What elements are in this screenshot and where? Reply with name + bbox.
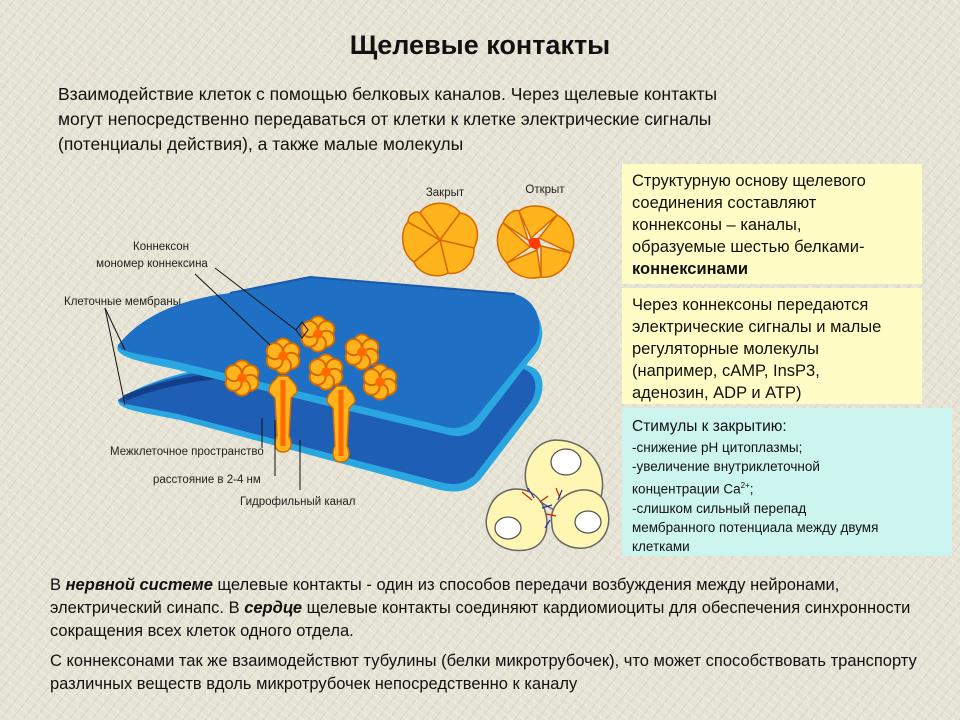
label-distance: расстояние в 2-4 нм: [153, 474, 261, 486]
label-open: Открыт: [525, 184, 565, 196]
box1-line-4: образуемые шестью белками-: [632, 238, 865, 256]
box3-item-3: [632, 476, 942, 499]
tubulin-paragraph: С коннексонами так же взаимодействют тубулины (белки микротрубочек), что может способствовать транспорту различных веществ вдоль микротрубочек непосредственно к каналу: [50, 652, 917, 693]
box3-head: Стимулы к закрытию:: [632, 418, 787, 435]
box2-line-1: Через коннексоны передаются: [632, 296, 869, 314]
box3-item-4: -слишком сильный перепад: [632, 500, 807, 516]
box2-line-2: электрические сигналы и малые: [632, 318, 882, 336]
label-connexon: Коннексон: [133, 241, 189, 253]
connexon-closed-icon: [403, 203, 478, 276]
box3-item-3-sup: 2+: [740, 481, 750, 490]
label-closed: Закрыт: [425, 187, 465, 199]
box2-line-3: регуляторные молекулы: [632, 340, 820, 358]
connexon-open-icon: [497, 206, 573, 278]
nervous-heart-paragraph: [50, 574, 930, 643]
box3-item-3-post: ;: [749, 481, 754, 497]
para1-part-3: щелевые контакты соединяют кардиомиоциты для обеспечения синхронности сокращения всех клеток одного отдела.: [50, 599, 911, 640]
para1-emphasis-1: нервной системе: [65, 576, 213, 594]
intro-line-1: Взаимодействие клеток с помощью белковых каналов. Через щелевые контакты: [58, 84, 718, 104]
label-monomer: мономер коннексина: [96, 258, 208, 270]
box3-item-5: мембранного потенциала между двумя: [632, 519, 879, 535]
connexon-structure-box: [622, 164, 922, 284]
box1-line-2: соединения составляют: [632, 194, 817, 212]
label-membranes: Клеточные мембраны: [64, 296, 181, 308]
box2-line-5: аденозин, ADP и ATP): [632, 384, 802, 402]
intro-line-2: могут непосредственно передаваться от клетки к клетке электрические сигналы: [58, 109, 712, 129]
para1-part-2: щелевые контакты - один из способов передачи возбуждения между нейронами, электрический синапс. В: [50, 576, 840, 617]
label-intercellular: Межклеточное пространство: [110, 446, 264, 458]
box1-line-5: коннексинами: [632, 260, 749, 278]
para1-emphasis-2: сердце: [244, 599, 303, 617]
para1-part-1: В: [50, 576, 66, 594]
intro-line-3: (потенциалы действия), а также малые молекулы: [58, 134, 464, 154]
page-title: Щелевые контакты: [349, 30, 611, 60]
box1-line-1: Структурную основу щелевого: [632, 172, 866, 190]
box2-line-4: (например, cAMP, InsP3,: [632, 362, 820, 380]
box3-item-1: -снижение pH цитоплазмы;: [632, 440, 803, 455]
closing-stimuli-box: [622, 408, 952, 556]
box3-item-6: клетками: [632, 538, 690, 554]
cells-illustration: [486, 440, 609, 550]
signals-box: [622, 288, 922, 404]
box1-line-3: коннексоны – каналы,: [632, 216, 802, 234]
box3-item-3-text: концентрации Ca: [632, 481, 741, 497]
label-channel: Гидрофильный канал: [240, 496, 356, 508]
box3-item-2: -увеличение внутриклеточной: [632, 459, 820, 474]
